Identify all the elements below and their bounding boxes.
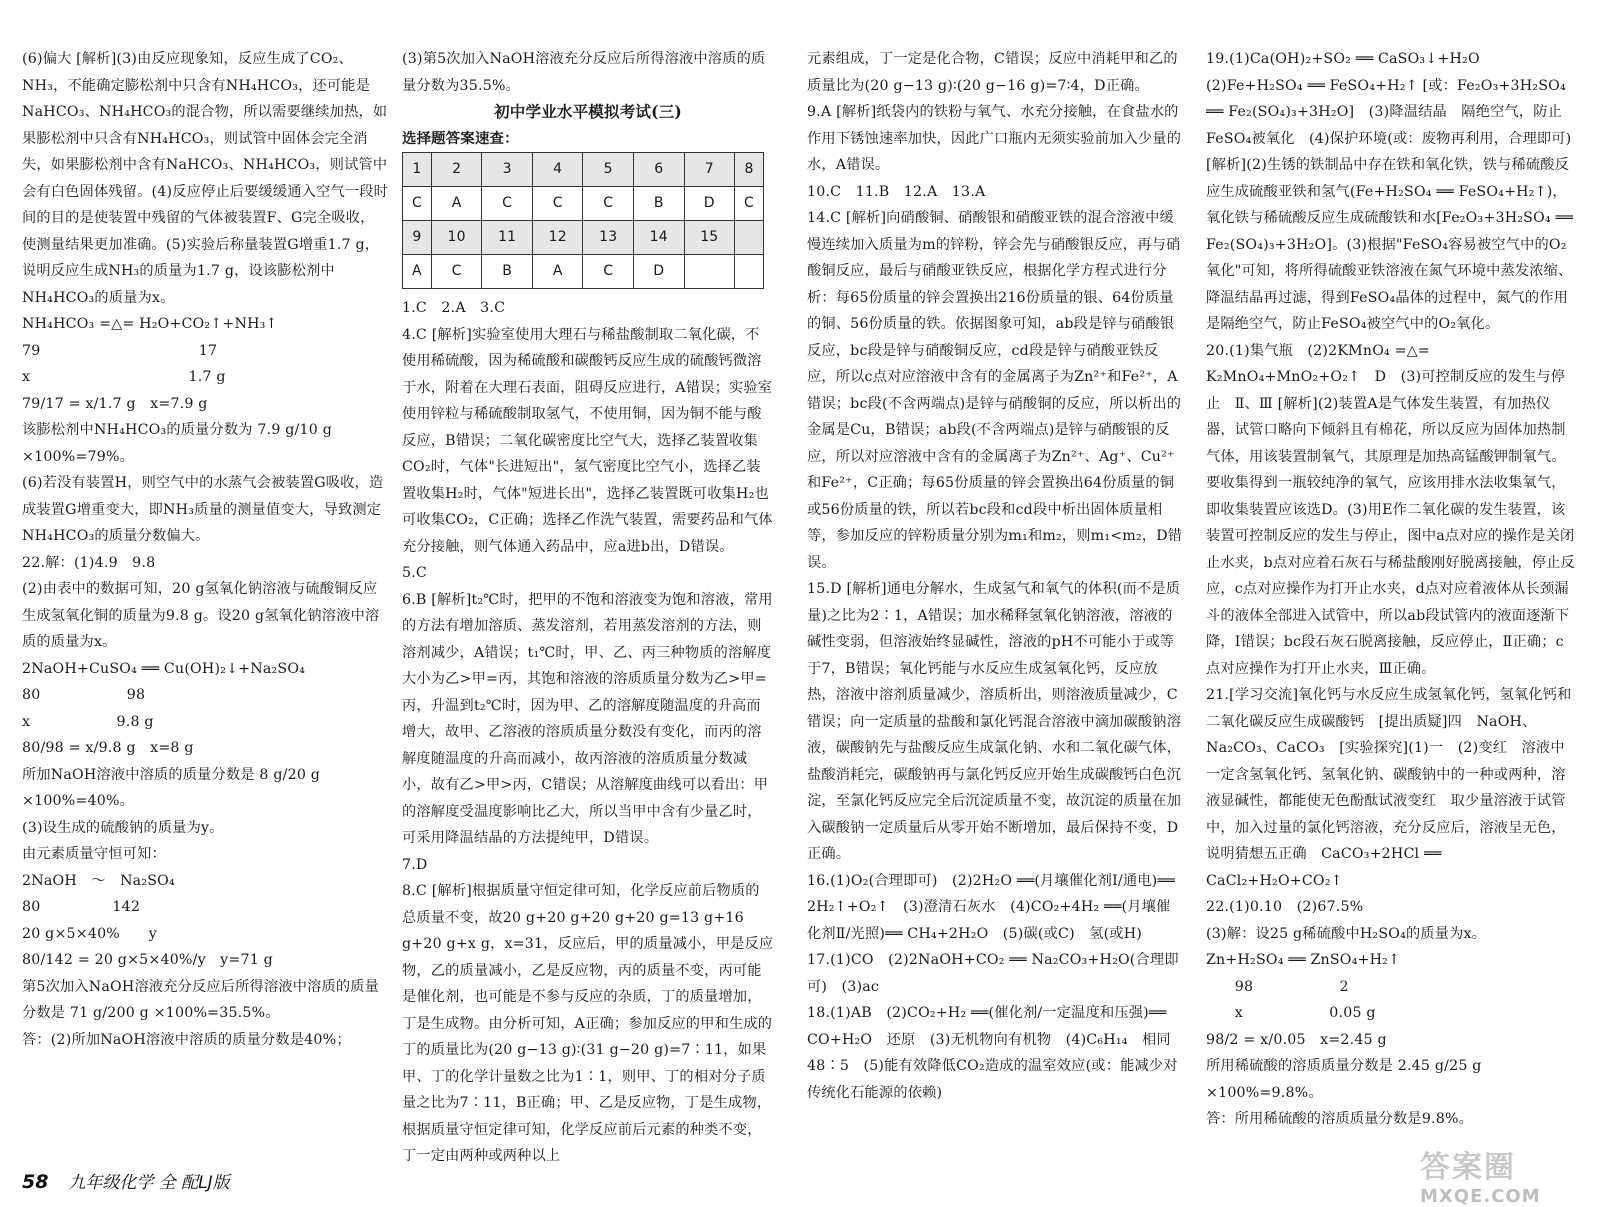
answer-paragraph: 答：所用稀硫酸的溶质质量分数是9.8%。 (1206, 1111, 1474, 1127)
watermark-logo (1420, 1142, 1570, 1207)
answer-cell: 1 (403, 153, 432, 187)
answer-paragraph: 17.(1)CO (2)2NaOH+CO₂ ══ Na₂CO₃+H₂O(合理即可) (3)ac (807, 952, 1179, 995)
column-2-body (402, 295, 774, 1170)
page-footer (22, 1168, 230, 1193)
answer-paragraph: 9.A [解析]纸袋内的铁粉与氧气、水充分接触，在食盐水的作用下锈蚀速率加快，因此广口瓶内无须实验前加入少量的水，A错误。 (807, 104, 1182, 173)
answer-paragraph: 所加NaOH溶液中溶质的质量分数是 8 g/20 g ×100%=40%。 (22, 766, 321, 809)
answer-paragraph: 21.[学习交流]氧化钙与水反应生成氢氧化钙，氢氧化钙和二氧化碳反应生成碳酸钙 [提出质疑]四 NaOH、Na₂CO₃、CaCO₃ [实验探究](1)一 (2)变红 溶液中一定含氢氧化钙、氢氧化钠、碳酸钠中的一种或两种，溶液显碱性，都能使无色酚酞试液变红 取少量溶液于试管中，加入过量的氯化钙溶液，充分反应后，溶液呈无色，说明猜想五正确 CaCO₃+2HCl ══ CaCl₂+H₂O+CO₂↑ (1206, 687, 1572, 889)
column-1 (22, 46, 388, 1156)
answer-paragraph: 80/142 = 20 g×5×40%/y y=71 g (22, 952, 273, 968)
book-title: 九年级化学 全 配LJ版 (68, 1173, 230, 1193)
answer-cell: 9 (403, 221, 432, 255)
answer-cell: 7 (684, 153, 735, 187)
answer-paragraph: 7.D (402, 856, 428, 873)
answer-cell: C (532, 187, 583, 221)
answer-cell: 10 (431, 221, 482, 255)
answer-paragraph: 答：(2)所加NaOH溶液中溶质的质量分数是40%； (22, 1031, 351, 1048)
column-2 (402, 46, 774, 1164)
answer-cell (684, 255, 735, 289)
answer-paragraph: 6.B [解析]t₂℃时，把甲的不饱和溶液变为饱和溶液，常用的方法有增加溶质、蒸发溶剂，若用蒸发溶剂的方法，则溶剂减少，A错误；t₁℃时，甲、乙、丙三种物质的溶解度大小为乙>甲=丙，其饱和溶液的溶质质量分数为乙>甲=丙，升温到t₂℃时，因为甲、乙的溶解度随温度的升高而增大，故甲、乙溶液的溶质质量分数没有变化，而丙的溶解度随温度的升高而减小，故丙溶液的溶质质量分数减小，故有乙>甲>丙，C错误；从溶解度曲线可以看出：甲的溶解度受温度影响比乙大，所以当甲中含有少量乙时，可采用降温结晶的方法提纯甲，D错误。 (402, 591, 773, 846)
answer-paragraph: 8.C [解析]根据质量守恒定律可知，化学反应前后物质的总质量不变，故20 g+20 g+20 g+20 g=13 g+16 g+20 g+x g，x=31，反应后，甲的质量减小，甲是反应物，乙的质量减小，乙是反应物，丙的质量不变，丙可能是催化剂，也可能是不参与反应的杂质，丁的质量增加，丁是生成物。由分析可知，A正确；参加反应的甲和生成的丁的质量比为(20 g−13 g)∶(31 g−20 g)=7∶11，如果甲、丁的化学计量数之比为1∶1，则甲、丁的相对分子质量之比为7∶11，B正确；甲、乙是反应物，丁是生成物，根据质量守恒定律可知，化学反应前后元素的种类不变，丁一定由两种或两种以上 (402, 883, 774, 1164)
answer-cell: 5 (583, 153, 634, 187)
answer-paragraph: 2NaOH+CuSO₄ ══ Cu(OH)₂↓+Na₂SO₄ (22, 660, 306, 677)
answer-paragraph: (2)由表中的数据可知，20 g氢氧化钠溶液与硫酸铜反应生成氢氧化铜的质量为9.8 g。设20 g氢氧化钠溶液中溶质的质量为x。 (22, 581, 380, 650)
answer-paragraph: 79 17 (22, 342, 218, 359)
answer-cell: B (634, 187, 685, 221)
answer-cell: A (403, 255, 432, 289)
answer-cell: 4 (532, 153, 583, 187)
answer-table-answer-row (403, 187, 764, 221)
answer-paragraph: Zn+H₂SO₄ ══ ZnSO₄+H₂↑ (1206, 952, 1401, 968)
answer-paragraph: 第5次加入NaOH溶液充分反应后所得溶液中溶质的质量分数是 71 g/200 g ×100%=35.5%。 (22, 978, 380, 1021)
answer-paragraph: 该膨松剂中NH₄HCO₃的质量分数为 7.9 g/10 g ×100%=79%。 (22, 422, 332, 465)
answer-paragraph: 16.(1)O₂(合理即可) (2)2H₂O ══(月壤催化剂Ⅰ/通电)══ 2H₂↑+O₂↑ (3)澄清石灰水 (4)CO₂+4H₂ ══(月壤催化剂Ⅱ/光照)══ CH₄+2H₂O (5)碳(或C) 氢(或H) (807, 872, 1175, 942)
answer-table-number-row (403, 221, 764, 255)
answer-cell: C (431, 255, 482, 289)
answer-cell: 12 (532, 221, 583, 255)
answer-paragraph: 98/2 = x/0.05 x=2.45 g (1206, 1031, 1387, 1048)
answer-cell: 13 (583, 221, 634, 255)
answer-paragraph: 80/98 = x/9.8 g x=8 g (22, 740, 194, 756)
answer-cell: D (684, 187, 735, 221)
answer-table (402, 152, 764, 289)
answer-paragraph: 2NaOH ～ Na₂SO₄ (22, 872, 175, 889)
answer-cell (735, 221, 764, 255)
column-3 (807, 46, 1186, 1156)
answer-paragraph: x 9.8 g (22, 713, 154, 730)
answer-cell: 14 (634, 221, 685, 255)
exam-title: 初中学业水平模拟考试(三) (494, 102, 682, 121)
answer-cell: 15 (684, 221, 735, 255)
answer-paragraph: 80 142 (22, 899, 141, 915)
answer-cell: C (583, 255, 634, 289)
answer-cell: C (403, 187, 432, 221)
watermark-url: MXQE.COM (1420, 1186, 1541, 1207)
answer-paragraph: 79/17 = x/1.7 g x=7.9 g (22, 395, 208, 412)
answer-paragraph: 22.解：(1)4.9 9.8 (22, 554, 156, 571)
answer-cell: A (431, 187, 482, 221)
answer-paragraph: x 1.7 g (22, 369, 226, 385)
answer-paragraph: 18.(1)AB (2)CO₂+H₂ ══(催化剂/一定温度和压强)══ CO+H₂O 还原 (3)无机物向有机物 (4)C₆H₁₄ 相同 48∶5 (5)能有效降低CO₂造成的温室效应(或：能减少对传统化石能源的依赖) (807, 1005, 1186, 1101)
watermark-glyphs: 答案圈 (1420, 1150, 1516, 1185)
answer-paragraph: 20 g×5×40% y (22, 925, 157, 942)
answer-paragraph: 5.C (402, 565, 427, 581)
answer-cell: 11 (482, 221, 533, 255)
answer-paragraph: 20.(1)集气瓶 (2)2KMnO₄ =△= K₂MnO₄+MnO₂+O₂↑ D (3)可控制反应的发生与停止 Ⅱ、Ⅲ [解析](2)装置A是气体发生装置，有加热仪器，试管口略向下倾斜且有棉花，所以反应为固体加热制气体，用该装置制氧气，其原理是加热高锰酸钾制氧气。要收集得到一瓶较纯净的氧气，应该用排水法收集氧气，即收集装置应该选D。(3)用E作二氧化碳的发生装置，该装置可控制反应的发生与停止，图中a点对应的操作是关闭止水夹，b点对应着石灰石与稀盐酸刚好脱离接触，停止反应，c点对应操作为打开止水夹，d点对应着液体从长颈漏斗的液体全部进入试管中，所以ab段试管内的液面逐渐下降，Ⅰ错误；bc段石灰石脱离接触，反应停止，Ⅱ正确；c点对应操作为打开止水夹，Ⅲ正确。 (1206, 342, 1575, 677)
answer-paragraph: 15.D [解析]通电分解水，生成氢气和氧气的体积(而不是质量)之比为2∶1，A错误；加水稀释氢氧化钠溶液，溶液的碱性变弱，但溶液始终显碱性，溶液的pH不可能小于或等于7，B错误；氧化钙能与水反应生成氢氧化钙，反应放热，溶液中溶剂质量减少，溶质析出，则溶液质量减少，C错误；向一定质量的盐酸和氯化钙混合溶液中滴加碳酸钠溶液，碳酸钠先与盐酸反应生成氯化钠、水和二氧化碳气体，盐酸消耗完，碳酸钠再与氯化钙反应开始生成碳酸钙白色沉淀，至氯化钙反应完全后沉淀质量不变，故沉淀的质量在加入碳酸钠一定质量后从零开始不断增加，最后保持不变，D正确。 (807, 581, 1182, 862)
answer-table-answer-row (403, 255, 764, 289)
answer-paragraph: 10.C 11.B 12.A 13.A (807, 183, 986, 200)
answer-paragraph: x 0.05 g (1206, 1005, 1376, 1021)
answer-cell: D (634, 255, 685, 289)
answer-paragraph: 98 2 (1206, 978, 1349, 995)
answer-table-number-row (403, 153, 764, 187)
answer-cell: 6 (634, 153, 685, 187)
answer-cell: C (482, 187, 533, 221)
answer-cell: B (482, 255, 533, 289)
answer-paragraph: 1.C 2.A 3.C (402, 300, 506, 316)
answer-cell: 3 (482, 153, 533, 187)
quick-check-label: 选择题答案速查： (402, 129, 519, 147)
page-number: 58 (22, 1171, 49, 1193)
answer-paragraph: (6)偏大 [解析](3)由反应现象知，反应生成了CO₂、NH₃，不能确定膨松剂中只含有NH₄HCO₃，还可能是NaHCO₃、NH₄HCO₃的混合物，所以需要继续加热，如果膨松剂中只含有NH₄HCO₃，则试管中固体会完全消失，如果膨松剂中含有NaHCO₃、NH₄HCO₃，则试管中会有白色固体残留。(4)反应停止后要缓缓通入空气一段时间的目的是使装置中残留的气体被装置F、G完全吸收，使测量结果更加准确。(5)实验后称量装置G增重1.7 g，说明反应生成NH₃的质量为1.7 g，设该膨松剂中NH₄HCO₃的质量为x。 (22, 51, 388, 306)
answer-cell: C (583, 187, 634, 221)
answer-paragraph: 元素组成，丁一定是化合物，C错误；反应中消耗甲和乙的质量比为(20 g−13 g)∶(20 g−16 g)=7∶4，D正确。 (807, 51, 1178, 94)
column-4 (1206, 46, 1578, 1156)
answer-cell: C (735, 187, 764, 221)
answer-paragraph: 4.C [解析]实验室使用大理石与稀盐酸制取二氧化碳，不使用稀硫酸，因为稀硫酸和碳酸钙反应生成的硫酸钙微溶于水，附着在大理石表面，阻碍反应进行，A错误；实验室使用锌粒与稀硫酸制取氢气，不使用铜，因为铜不能与酸反应，B错误；二氧化碳密度比空气大，选择乙装置收集CO₂时，气体"长进短出"，氢气密度比空气小，选择乙装置收集H₂时，气体"短进长出"，选择乙装置既可收集H₂也可收集CO₂，C正确；选择乙作洗气装置，需要药品和气体充分接触，则气体通入药品中，应a进b出，D错误。 (402, 326, 773, 555)
answer-cell: 2 (431, 153, 482, 187)
answer-cell (735, 255, 764, 289)
answer-paragraph: 22.(1)0.10 (2)67.5% (1206, 899, 1364, 915)
answer-paragraph: 所用稀硫酸的溶质质量分数是 2.45 g/25 g ×100%=9.8%。 (1206, 1058, 1482, 1101)
answer-paragraph: 19.(1)Ca(OH)₂+SO₂ ══ CaSO₃↓+H₂O (2)Fe+H₂SO₄ ══ FeSO₄+H₂↑ [或：Fe₂O₃+3H₂SO₄ ══ Fe₂(SO₄)₃+3H₂O] (3)降温结晶 隔绝空气，防止FeSO₄被氧化 (4)保护环境(或：废物再利用，合理即可) [解析](2)生锈的铁制品中存在铁和氧化铁，铁与稀硫酸反应生成硫酸亚铁和氢气(Fe+H₂SO₄ ══ FeSO₄+H₂↑)，氧化铁与稀硫酸反应生成硫酸铁和水[Fe₂O₃+3H₂SO₄ ══ Fe₂(SO₄)₃+3H₂O]。(3)根据"FeSO₄容易被空气中的O₂氧化"可知，将所得硫酸亚铁溶液在氮气环境中蒸发浓缩、降温结晶再过滤，得到FeSO₄晶体的过程中，氮气的作用是隔绝空气，防止FeSO₄被空气中的O₂氧化。 (1206, 51, 1574, 332)
answer-paragraph: (6)若没有装置H，则空气中的水蒸气会被装置G吸收，造成装置G增重变大，即NH₃质量的测量值变大，导致测定NH₄HCO₃的质量分数偏大。 (22, 475, 384, 544)
answer-paragraph: 14.C [解析]向硝酸铜、硝酸银和硝酸亚铁的混合溶液中缓慢连续加入质量为m的锌粉，锌会先与硝酸银反应，再与硝酸铜反应，最后与硝酸亚铁反应，根据化学方程式进行分析：每65份质量的锌会置换出216份质量的银、64份质量的铜、56份质量的铁。依据图象可知，ab段是锌与硝酸银反应，bc段是锌与硝酸铜反应，cd段是锌与硝酸亚铁反应，所以c点对应溶液中含有的金属离子为Zn²⁺和Fe²⁺，A错误；bc段(不含两端点)是锌与硝酸铜的反应，所以析出的金属是Cu，B错误；ab段(不含两端点)是锌与硝酸银的反应，所以对应溶液中含有的金属离子为Zn²⁺、Ag⁺、Cu²⁺和Fe²⁺，C正确；每65份质量的锌会置换出64份质量的铜或56份质量的铁，所以若bc段和cd段中析出固体质量相等，参加反应的锌粉质量分别为m₁和m₂，则m₁<m₂，D错误。 (807, 210, 1183, 571)
answer-paragraph: 80 98 (22, 687, 146, 703)
answer-paragraph: (3)解：设25 g稀硫酸中H₂SO₄的质量为x。 (1206, 925, 1487, 942)
answer-paragraph: NH₄HCO₃ =△= H₂O+CO₂↑+NH₃↑ (22, 316, 278, 332)
answer-paragraph: 由元素质量守恒可知： (22, 846, 166, 862)
continued-answer: (3)第5次加入NaOH溶液充分反应后所得溶液中溶质的质量分数为35.5%。 (402, 51, 766, 94)
answer-cell: A (532, 255, 583, 289)
answer-cell: 8 (735, 153, 764, 187)
answer-paragraph: (3)设生成的硫酸钠的质量为y。 (22, 819, 224, 836)
